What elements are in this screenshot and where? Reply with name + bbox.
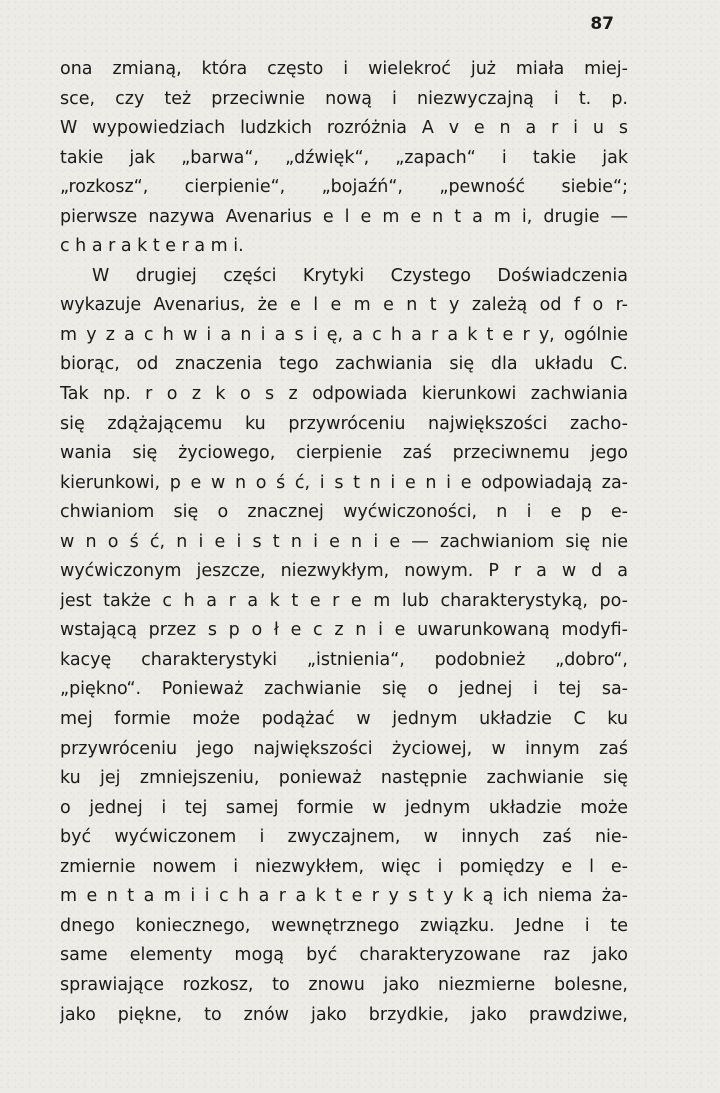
text-line: sce, czy też przeciwnie nową i niezwyczajną i t. p. <box>60 88 628 109</box>
text-line: „piękno“. Ponieważ zachwianie się o jednej i tej sa- <box>60 679 628 700</box>
text-line: c h a r a k t e r a m i. <box>60 236 244 257</box>
text-line: sprawiające rozkosz, to znowu jako niezmierne bolesne, <box>60 974 628 995</box>
text-line: kacyę charakterystyki „istnienia“, podobnież „dobro“, <box>60 649 628 670</box>
text-line: jest także c h a r a k t e r e m lub charakterystyką, po- <box>60 590 628 611</box>
text-line: przywróceniu jego największości życiowej, w innym zaś <box>60 738 628 759</box>
text-line: „rozkosz“, cierpienie“, „bojaźń“, „pewność siebie“; <box>60 177 628 198</box>
text-line: W wypowiedziach ludzkich rozróżnia A v e n a r i u s <box>60 118 628 139</box>
text-line: jako piękne, to znów jako brzydkie, jako prawdziwe, <box>60 1004 628 1025</box>
text-line: wstającą przez s p o ł e c z n i e uwarunkowaną modyfi- <box>60 620 628 641</box>
text-line: chwianiom się o znacznej wyćwiczoności, n i e p e- <box>60 502 628 523</box>
text-line: ku jej zmniejszeniu, ponieważ następnie zachwianie się <box>60 768 628 789</box>
text-line: być wyćwiczonem i zwyczajnem, w innych zaś nie- <box>60 827 628 848</box>
body-text <box>60 55 628 1030</box>
text-line: o jednej i tej samej formie w jednym układzie może <box>60 797 628 818</box>
text-line: pierwsze nazywa Avenarius e l e m e n t a m i, drugie — <box>60 206 628 227</box>
text-line: same elementy mogą być charakteryzowane raz jako <box>60 945 628 966</box>
text-line: zmiernie nowem i niezwykłem, więc i pomiędzy e l e- <box>60 856 628 877</box>
page-number: 87 <box>590 14 614 34</box>
text-line: kierunkowi, p e w n o ś ć, i s t n i e n i e odpowiadają za- <box>60 472 628 493</box>
text-line: biorąc, od znaczenia tego zachwiania się dla układu C. <box>60 354 628 375</box>
text-line: Tak np. r o z k o s z odpowiada kierunkowi zachwiania <box>60 384 628 405</box>
text-line: w n o ś ć, n i e i s t n i e n i e — zachwianiom się nie <box>60 531 628 552</box>
text-line: ona zmianą, która często i wielekroć już miała miej- <box>60 59 628 79</box>
text-line: wyćwiczonym jeszcze, niezwykłym, nowym. P r a w d a <box>60 561 628 582</box>
text-line: wykazuje Avenarius, że e l e m e n t y zależą od f o r- <box>60 295 628 316</box>
text-line: takie jak „barwa“, „dźwięk“, „zapach“ i takie jak <box>60 147 628 168</box>
text-line: m y z a c h w i a n i a s i ę, a c h a r a k t e r y, ogólnie <box>60 324 628 345</box>
text-line: wania się życiowego, cierpienie zaś przeciwnemu jego <box>60 443 628 464</box>
text-line: mej formie może podążać w jednym układzie C ku <box>60 709 628 730</box>
text-line: m e n t a m i i c h a r a k t e r y s t y k ą ich niema ża- <box>60 886 628 907</box>
text-line: dnego koniecznego, wewnętrznego związku. Jedne i te <box>60 915 628 936</box>
text-line: się zdążającemu ku przywróceniu największości zacho- <box>60 413 628 434</box>
text-line: W drugiej części Krytyki Czystego Doświadczenia <box>92 265 628 286</box>
